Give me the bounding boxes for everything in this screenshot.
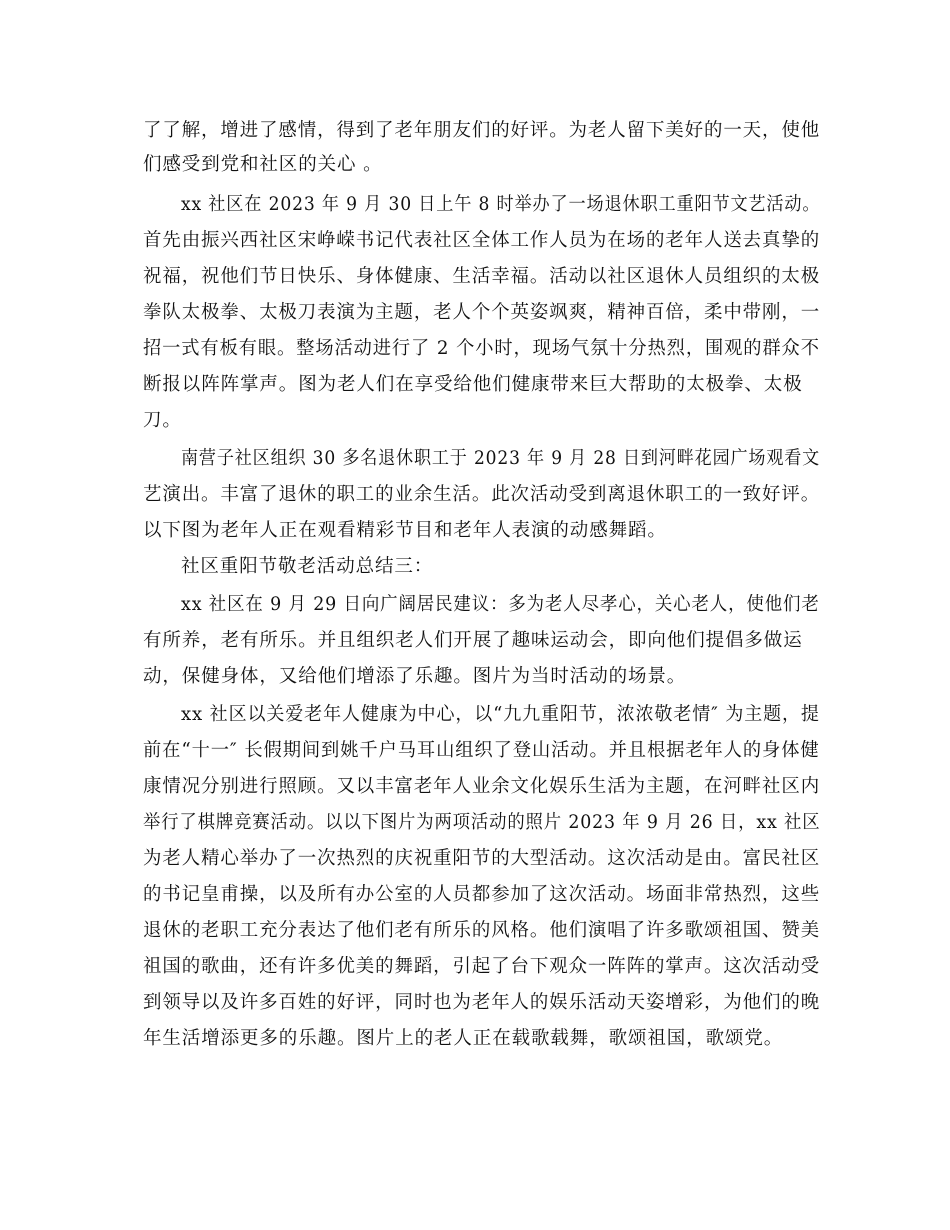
text-line: 招一式有板有眼。整场活动进行了 2 个小时，现场气氛十分热烈，围观的群众不 (143, 338, 820, 359)
text-line: 的书记皇甫操，以及所有办公室的人员都参加了这次活动。场面非常热烈，这些 (143, 884, 821, 905)
text-line: 举行了棋牌竞赛活动。以以下图片为两项活动的照片 2023 年 9 月 26 日，xx 社区 (143, 812, 821, 833)
text-line: 刀。 (143, 410, 182, 431)
text-line: 为老人精心举办了一次热烈的庆祝重阳节的大型活动。这次活动是由。富民社区 (143, 848, 821, 869)
text-line: xx 社区在 9 月 29 日向广阔居民建议：多为老人尽孝心，关心老人，使他们老 (181, 594, 820, 615)
text-line: 祝福，祝他们节日快乐、身体健康、生活幸福。活动以社区退休人员组织的太极 (143, 266, 821, 287)
text-line: 断报以阵阵掌声。图为老人们在享受给他们健康带来巨大帮助的太极拳、太极 (143, 374, 803, 395)
text-line: 们感受到党和社区的关心 。 (143, 154, 383, 175)
text-line: 首先由振兴西社区宋峥嵘书记代表社区全体工作人员为在场的老年人送去真挚的 (143, 230, 821, 251)
text-line: 艺演出。丰富了退休的职工的业余生活。此次活动受到离退休职工的一致好评。 (143, 484, 821, 505)
text-line: 南营子社区组织 30 多名退休职工于 2023 年 9 月 28 日到河畔花园广场观看文 (181, 448, 821, 469)
text-line: 以下图为老年人正在观看精彩节目和老年人表演的动感舞蹈。 (143, 520, 667, 541)
text-line: 祖国的歌曲，还有许多优美的舞蹈，引起了台下观众一阵阵的掌声。这次活动受 (143, 956, 821, 977)
text-line: 康情况分别进行照顾。又以丰富老年人业余文化娱乐生活为主题，在河畔社区内 (143, 776, 821, 797)
text-line: 年生活增添更多的乐趣。图片上的老人正在载歌载舞，歌颂祖国，歌颂党。 (143, 1028, 784, 1049)
section-heading: 社区重阳节敬老活动总结三： (181, 556, 434, 577)
text-line: 到领导以及许多百姓的好评，同时也为老年人的娱乐活动天姿增彩，为他们的晚 (143, 992, 821, 1013)
text-line: 有所养，老有所乐。并且组织老人们开展了趣味运动会，即向他们提倡多做运 (143, 630, 803, 651)
text-line: 了了解，增进了感情，得到了老年朋友们的好评。为老人留下美好的一天，使他 (143, 120, 821, 141)
text-line: 退休的老职工充分表达了他们老有所乐的风格。他们演唱了许多歌颂祖国、赞美 (143, 920, 821, 941)
text-line: 前在“十一″ 长假期间到姚千户马耳山组织了登山活动。并且根据老年人的身体健 (143, 740, 820, 761)
text-line: xx 社区在 2023 年 9 月 30 日上午 8 时举办了一场退休职工重阳节文艺活动。 (181, 194, 821, 215)
text-line: 拳队太极拳、太极刀表演为主题，老人个个英姿飒爽，精神百倍，柔中带刚，一 (143, 302, 821, 323)
text-line: 动，保健身体，又给他们增添了乐趣。图片为当时活动的场景。 (143, 666, 687, 687)
text-line: xx 社区以关爱老年人健康为中心，以“九九重阳节，浓浓敬老情″ 为主题，提 (181, 704, 820, 725)
